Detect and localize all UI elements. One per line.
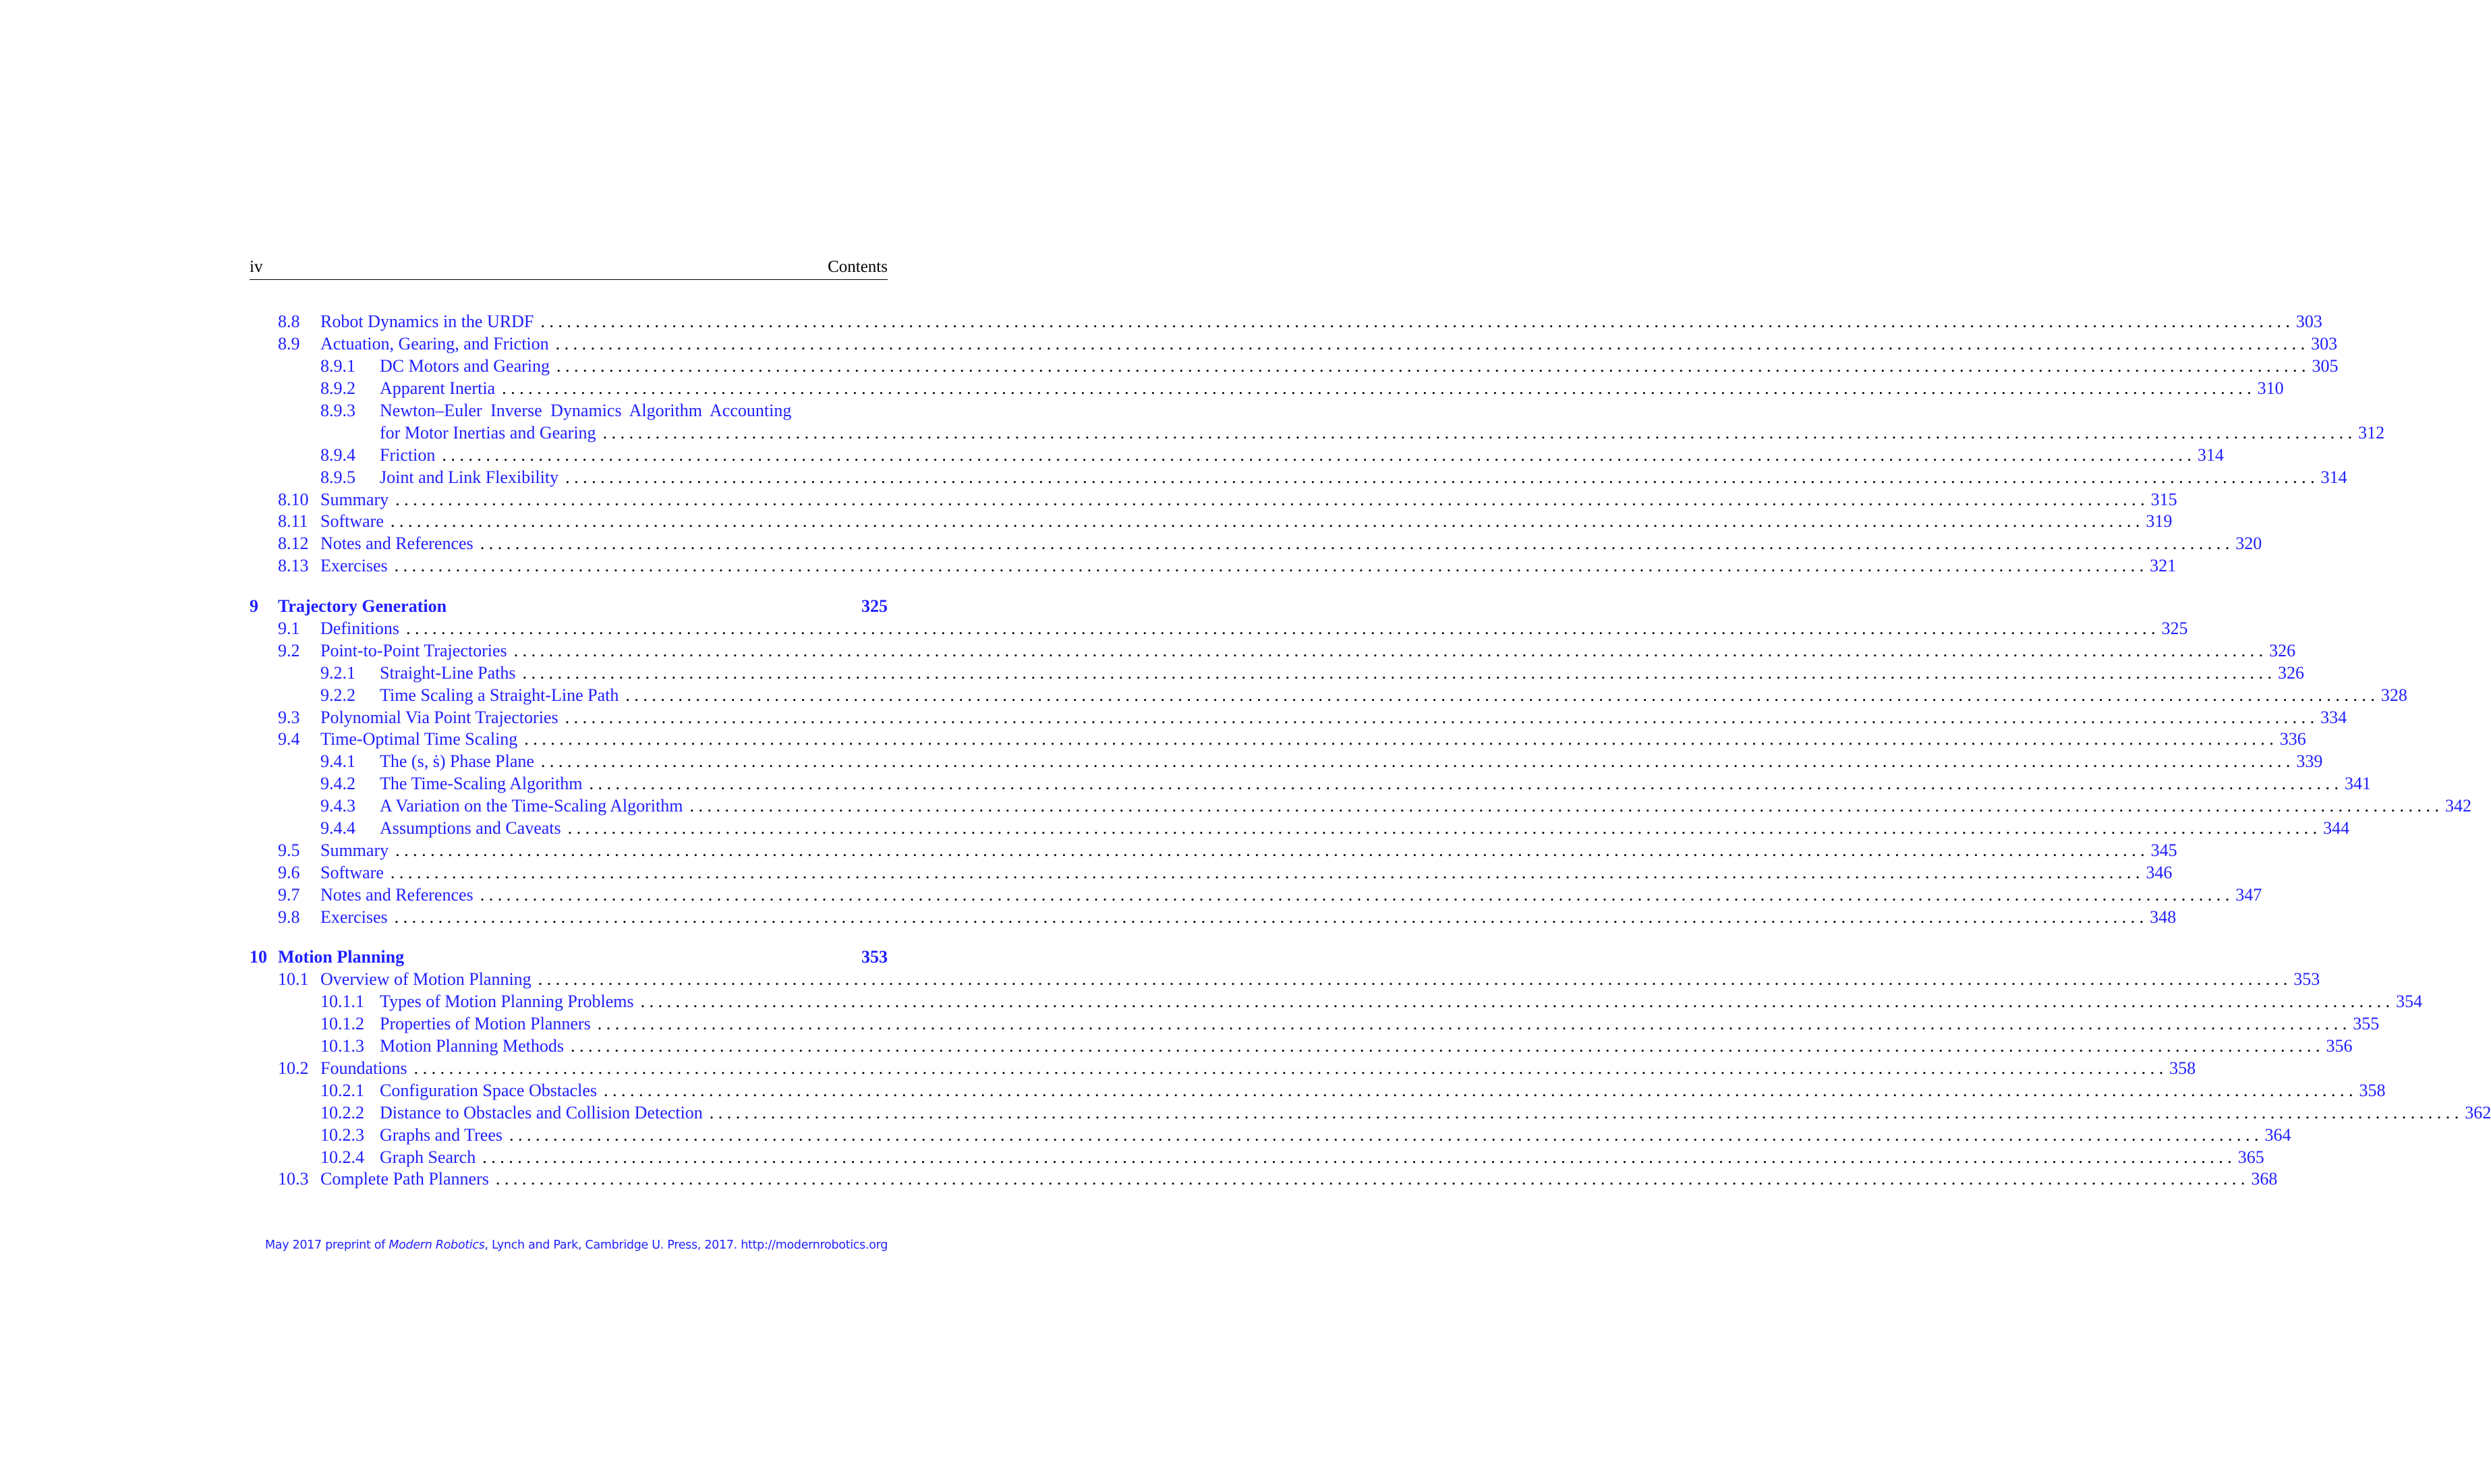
entry-number[interactable]: 9.4.3 (320, 796, 355, 816)
entry-title[interactable]: Assumptions and Caveats (380, 818, 561, 838)
toc-entry[interactable] (250, 969, 2320, 991)
entry-number[interactable]: 9.4.4 (320, 818, 355, 838)
entry-page-number[interactable]: 354 (2396, 992, 2423, 1012)
toc-entry[interactable] (250, 511, 2173, 533)
dot-leader: . . . . . . . . . . . . . . . . . . . . . . . . . . . . . . . . . . . . . . . . . . . . . . . . . . . . . . . . . . . . . . . . . . . . . . . . . . . . . . . . . . . . . . . . . . . . . . . . . . . . . . . . . . . . . . . . . . . . . . . . . . . . . . . . . . . . . . . . . . . . . . . . . . . . . . . . . . . . . . . . . . . . . . . . . . . . . . . . . . . . . . . . . . . . . . . . . . . . . . . . (602, 422, 2353, 443)
entry-title[interactable]: Notes and References (320, 534, 474, 554)
dot-leader: . . . . . . . . . . . . . . . . . . . . . . . . . . . . . . . . . . . . . . . . . . . . . . . . . . . . . . . . . . . . . . . . . . . . . . . . . . . . . . . . . . . . . . . . . . . . . . . . . . . . . . . . . . . . . . . . . . . . . . . . . . . . . . . . . . . . . . . . . . . . . . . . . . . . . . . . . . . . . . . . . . . . . . . . . . . . . . . . . . . . . . . . . . . . . . . . . . . . . . . . (625, 685, 2375, 705)
running-header (250, 252, 888, 280)
entry-title[interactable]: Summary (320, 489, 389, 509)
dot-leader: . . . . . . . . . . . . . . . . . . . . . . . . . . . . . . . . . . . . . . . . . . . . . . . . . . . . . . . . . . . . . . . . . . . . . . . . . . . . . . . . . . . . . . . . . . . . . . . . . . . . . . . . . . . . . . . . . . . . . . . . . . . . . . . . . . . . . . . . . . . . . . . . . . . . . . . . . . . . . . . . . . . . . . . . . . . . . . . . . . . . . . . . . . . . . . . . . . . . . . . . (571, 1036, 2320, 1056)
entry-page-number[interactable]: 303 (2311, 334, 2338, 354)
entry-number[interactable]: 9.8 (278, 907, 300, 927)
entry-number[interactable]: 9.7 (278, 884, 300, 905)
entry-page-number[interactable]: 347 (2235, 884, 2262, 905)
entry-page-number[interactable]: 326 (2277, 662, 2304, 683)
entry-title[interactable]: The (s, ṡ) Phase Plane (380, 751, 534, 772)
entry-number[interactable]: 9.1 (278, 619, 300, 639)
entry-title[interactable]: Configuration Space Obstacles (380, 1080, 598, 1100)
dot-leader: . . . . . . . . . . . . . . . . . . . . . . . . . . . . . . . . . . . . . . . . . . . . . . . . . . . . . . . . . . . . . . . . . . . . . . . . . . . . . . . . . . . . . . . . . . . . . . . . . . . . . . . . . . . . . . . . . . . . . . . . . . . . . . . . . . . . . . . . . . . . . . . . . . . . . . . . . . . . . . . . . . . . . . . . . . . . . . . . . . . . . . . . . . . . . . . . . . . . . . . . (495, 1169, 2245, 1189)
toc-entry[interactable] (250, 378, 2284, 400)
dot-leader: . . . . . . . . . . . . . . . . . . . . . . . . . . . . . . . . . . . . . . . . . . . . . . . . . . . . . . . . . . . . . . . . . . . . . . . . . . . . . . . . . . . . . . . . . . . . . . . . . . . . . . . . . . . . . . . . . . . . . . . . . . . . . . . . . . . . . . . . . . . . . . . . . . . . . . . . . . . . . . . . . . . . . . . . . . . . . . . . . . . . . . . . . . . . . . . . . . . . . . . . (538, 969, 2288, 990)
entry-number[interactable]: 10.2.1 (320, 1080, 364, 1100)
entry-title[interactable]: Summary (320, 840, 389, 860)
entry-page-number[interactable]: 364 (2264, 1124, 2291, 1145)
entry-number[interactable]: 9.6 (278, 862, 300, 882)
entry-number[interactable]: 9.4.1 (320, 751, 355, 772)
entry-title[interactable]: Apparent Inertia (380, 378, 496, 399)
entry-number[interactable]: 10.1.3 (320, 1036, 364, 1056)
entry-number[interactable]: 10.2 (278, 1058, 309, 1078)
toc-entry[interactable] (250, 662, 2304, 684)
entry-title[interactable]: Definitions (320, 619, 399, 639)
entry-page-number[interactable]: 326 (2269, 640, 2296, 660)
entry-number[interactable]: 10.1 (278, 969, 309, 990)
entry-title[interactable]: Exercises (320, 907, 388, 927)
table-of-contents (250, 311, 2491, 1191)
footer-book-title: Modern Robotics (389, 1238, 485, 1252)
entry-title[interactable]: Trajectory Generation (278, 596, 447, 617)
toc-entry[interactable] (250, 729, 2306, 751)
entry-page-number[interactable]: 314 (2320, 467, 2347, 487)
entry-title-continued[interactable]: for Motor Inertias and Gearing (380, 422, 596, 443)
entry-number[interactable]: 9 (250, 596, 258, 617)
entry-number[interactable]: 9.2.2 (320, 685, 355, 705)
entry-page-number[interactable]: 346 (2146, 862, 2173, 882)
dot-leader: . . . . . . . . . . . . . . . . . . . . . . . . . . . . . . . . . . . . . . . . . . . . . . . . . . . . . . . . . . . . . . . . . . . . . . . . . . . . . . . . . . . . . . . . . . . . . . . . . . . . . . . . . . . . . . . . . . . . . . . . . . . . . . . . . . . . . . . . . . . . . . . . . . . . . . . . . . . . . . . . . . . . . . . . . . . . . . . . . . . . . . . . . . . . . . . . . . . . . . . . (394, 907, 2144, 927)
entry-number[interactable]: 10.1.2 (320, 1014, 364, 1034)
toc-entry[interactable] (250, 684, 2407, 706)
entry-number[interactable]: 10.1.1 (320, 992, 364, 1012)
entry-title[interactable]: Types of Motion Planning Problems (380, 992, 634, 1012)
footer-suffix: , Lynch and Park, Cambridge U. Press, 2017. (484, 1238, 741, 1252)
entry-page-number[interactable]: 320 (2235, 534, 2262, 554)
entry-page-number[interactable]: 356 (2326, 1036, 2353, 1056)
entry-number[interactable]: 8.9.3 (320, 401, 355, 420)
toc-entry[interactable] (250, 1035, 2353, 1058)
entry-number[interactable]: 8.12 (278, 534, 309, 554)
dot-leader: . . . . . . . . . . . . . . . . . . . . . . . . . . . . . . . . . . . . . . . . . . . . . . . . . . . . . . . . . . . . . . . . . . . . . . . . . . . . . . . . . . . . . . . . . . . . . . . . . . . . . . . . . . . . . . . . . . . . . . . . . . . . . . . . . . . . . . . . . . . . . . . . . . . . . . . . . . . . . . . . . . . . . . . . . . . . . . . . . . . . . . . . . . . . . . . . . . . . . . . . (567, 818, 2318, 838)
toc-entry-continuation[interactable] (250, 422, 2385, 444)
entry-page-number[interactable]: 310 (2257, 378, 2284, 399)
dot-leader: . . . . . . . . . . . . . . . . . . . . . . . . . . . . . . . . . . . . . . . . . . . . . . . . . . . . . . . . . . . . . . . . . . . . . . . . . . . . . . . . . . . . . . . . . . . . . . . . . . . . . . . . . . . . . . . . . . . . . . . . . . . . . . . . . . . . . . . . . . . . . . . . . . . . . . . . . . . . . . . . . . . . . . . . . . . . . . . . . . . . . . . . . . . . . . . . . . . . . . . . (689, 796, 2439, 816)
dot-leader: . . . . . . . . . . . . . . . . . . . . . . . . . . . . . . . . . . . . . . . . . . . . . . . . . . . . . . . . . . . . . . . . . . . . . . . . . . . . . . . . . . . . . . . . . . . . . . . . . . . . . . . . . . . . . . . . . . . . . . . . . . . . . . . . . . . . . . . . . . . . . . . . . . . . . . . . . . . . . . . . . . . . . . . . . . . . . . . . . . . . . . . . . . . . . . . . . . . . . . . . (555, 334, 2306, 354)
toc-entry[interactable] (250, 488, 2177, 511)
toc-entry[interactable] (250, 618, 2188, 640)
entry-title[interactable]: Motion Planning Methods (380, 1036, 565, 1056)
entry-number[interactable]: 8.8 (278, 312, 300, 332)
dot-leader: . . . . . . . . . . . . . . . . . . . . . . . . . . . . . . . . . . . . . . . . . . . . . . . . . . . . . . . . . . . . . . . . . . . . . . . . . . . . . . . . . . . . . . . . . . . . . . . . . . . . . . . . . . . . . . . . . . . . . . . . . . . . . . . . . . . . . . . . . . . . . . . . . . . . . . . . . . . . . . . . . . . . . . . . . . . . . . . . . . . . . . . . . . . . . . . . . . . . . . . . (395, 840, 2145, 860)
entry-number[interactable]: 10 (250, 947, 267, 967)
entry-page-number[interactable]: 305 (2312, 356, 2339, 376)
toc-entry[interactable] (250, 639, 2296, 662)
toc-entry[interactable] (250, 400, 888, 422)
entry-page-number[interactable]: 325 (2161, 619, 2188, 639)
entry-page-number[interactable]: 315 (2150, 489, 2177, 509)
entry-page-number[interactable]: 321 (2150, 556, 2177, 576)
dot-leader: . . . . . . . . . . . . . . . . . . . . . . . . . . . . . . . . . . . . . . . . . . . . . . . . . . . . . . . . . . . . . . . . . . . . . . . . . . . . . . . . . . . . . . . . . . . . . . . . . . . . . . . . . . . . . . . . . . . . . . . . . . . . . . . . . . . . . . . . . . . . . . . . . . . . . . . . . . . . . . . . . . . . . . . . . . . . . . . . . . . . . . . . . . . . . . . . . . . . . . . . (390, 511, 2140, 532)
entry-number[interactable]: 10.2.4 (320, 1147, 364, 1167)
entry-number[interactable]: 9.3 (278, 707, 300, 727)
entry-page-number[interactable]: 358 (2169, 1058, 2196, 1078)
running-title: Contents (828, 258, 888, 276)
entry-title[interactable]: Polynomial Via Point Trajectories (320, 707, 559, 727)
entry-title[interactable]: A Variation on the Time-Scaling Algorithm (380, 796, 683, 816)
entry-title[interactable]: Actuation, Gearing, and Friction (320, 334, 549, 354)
toc-entry[interactable] (250, 861, 2173, 884)
dot-leader: . . . . . . . . . . . . . . . . . . . . . . . . . . . . . . . . . . . . . . . . . . . . . . . . . . . . . . . . . . . . . . . . . . . . . . . . . . . . . . . . . . . . . . . . . . . . . . . . . . . . . . . . . . . . . . . . . . . . . . . . . . . . . . . . . . . . . . . . . . . . . . . . . . . . . . . . . . . . . . . . . . . . . . . . . . . . . . . . . . . . . . . . . . . . . . . . . . . . . . . . (565, 707, 2315, 727)
entry-number[interactable]: 8.10 (278, 489, 309, 509)
toc-entry[interactable] (250, 1079, 2386, 1102)
toc-entry[interactable] (250, 818, 2350, 840)
entry-page-number[interactable]: 334 (2320, 707, 2347, 727)
entry-number[interactable]: 9.4.2 (320, 774, 355, 794)
entry-number[interactable]: 9.2.1 (320, 662, 355, 683)
entry-title[interactable]: Properties of Motion Planners (380, 1014, 591, 1034)
toc-entry[interactable] (250, 795, 2471, 818)
dot-leader: . . . . . . . . . . . . . . . . . . . . . . . . . . . . . . . . . . . . . . . . . . . . . . . . . . . . . . . . . . . . . . . . . . . . . . . . . . . . . . . . . . . . . . . . . . . . . . . . . . . . . . . . . . . . . . . . . . . . . . . . . . . . . . . . . . . . . . . . . . . . . . . . . . . . . . . . . . . . . . . . . . . . . . . . . . . . . . . . . . . . . . . . . . . . . . . . . . . . . . . . (640, 992, 2390, 1012)
toc-entry[interactable] (250, 1058, 2196, 1080)
toc-entry[interactable] (250, 839, 2177, 861)
entry-number[interactable]: 8.9.4 (320, 445, 355, 465)
toc-chapter-entry[interactable] (250, 946, 888, 969)
entry-title[interactable]: The Time-Scaling Algorithm (380, 774, 583, 794)
toc-entry[interactable] (250, 1102, 2491, 1124)
entry-number[interactable]: 8.9.5 (320, 467, 355, 487)
toc-entry[interactable] (250, 1124, 2291, 1146)
entry-page-number[interactable]: 362 (2465, 1102, 2491, 1122)
entry-page-number[interactable]: 319 (2146, 511, 2173, 532)
dot-leader: . . . . . . . . . . . . . . . . . . . . . . . . . . . . . . . . . . . . . . . . . . . . . . . . . . . . . . . . . . . . . . . . . . . . . . . . . . . . . . . . . . . . . . . . . . . . . . . . . . . . . . . . . . . . . . . . . . . . . . . . . . . . . . . . . . . . . . . . . . . . . . . . . . . . . . . . . . . . . . . . . . . . . . . . . . . . . . . . . . . . . . . . . . . . . . . . . . . . . . . . (395, 489, 2145, 509)
footer-url-link[interactable]: http://modernrobotics.org (741, 1238, 888, 1252)
entry-page-number[interactable]: 303 (2295, 312, 2322, 332)
entry-title[interactable]: Graphs and Trees (380, 1124, 503, 1145)
entry-number[interactable]: 10.3 (278, 1169, 309, 1189)
toc-entry[interactable] (250, 555, 2177, 577)
toc-entry[interactable] (250, 706, 2347, 729)
entry-page-number[interactable]: 353 (2293, 969, 2320, 990)
entry-page-number[interactable]: 344 (2323, 818, 2350, 838)
toc-entry[interactable] (250, 444, 2224, 466)
entry-title[interactable]: Foundations (320, 1058, 407, 1078)
toc-entry[interactable] (250, 751, 2323, 773)
entry-title[interactable]: Point-to-Point Trajectories (320, 640, 507, 660)
entry-page-number[interactable]: 353 (861, 947, 888, 967)
dot-leader: . . . . . . . . . . . . . . . . . . . . . . . . . . . . . . . . . . . . . . . . . . . . . . . . . . . . . . . . . . . . . . . . . . . . . . . . . . . . . . . . . . . . . . . . . . . . . . . . . . . . . . . . . . . . . . . . . . . . . . . . . . . . . . . . . . . . . . . . . . . . . . . . . . . . . . . . . . . . . . . . . . . . . . . . . . . . . . . . . . . . . . . . . . . . . . . . . . . . . . . . (597, 1014, 2347, 1034)
toc-entry[interactable] (250, 991, 2423, 1013)
dot-leader: . . . . . . . . . . . . . . . . . . . . . . . . . . . . . . . . . . . . . . . . . . . . . . . . . . . . . . . . . . . . . . . . . . . . . . . . . . . . . . . . . . . . . . . . . . . . . . . . . . . . . . . . . . . . . . . . . . . . . . . . . . . . . . . . . . . . . . . . . . . . . . . . . . . . . . . . . . . . . . . . . . . . . . . . . . . . . . . . . . . . . . . . . . . . . . . . . . . . . . . . (413, 1058, 2164, 1078)
entry-page-number[interactable]: 339 (2296, 751, 2323, 772)
entry-title[interactable]: Newton–Euler Inverse Dynamics Algorithm Accounting (380, 401, 792, 420)
entry-number[interactable]: 8.9.2 (320, 378, 355, 399)
entry-title[interactable]: Software (320, 862, 384, 882)
entry-title[interactable]: Graph Search (380, 1147, 476, 1167)
entry-page-number[interactable]: 314 (2197, 445, 2224, 465)
entry-page-number[interactable]: 345 (2150, 840, 2177, 860)
dot-leader: . . . . . . . . . . . . . . . . . . . . . . . . . . . . . . . . . . . . . . . . . . . . . . . . . . . . . . . . . . . . . . . . . . . . . . . . . . . . . . . . . . . . . . . . . . . . . . . . . . . . . . . . . . . . . . . . . . . . . . . . . . . . . . . . . . . . . . . . . . . . . . . . . . . . . . . . . . . . . . . . . . . . . . . . . . . . . . . . . . . . . . . . . . . . . . . . . . . . . . . . (540, 312, 2290, 332)
entry-title[interactable]: Exercises (320, 556, 388, 576)
toc-entry[interactable] (250, 1146, 2264, 1168)
entry-number[interactable]: 8.13 (278, 556, 309, 576)
footer (250, 1238, 888, 1252)
dot-leader: . . . . . . . . . . . . . . . . . . . . . . . . . . . . . . . . . . . . . . . . . . . . . . . . . . . . . . . . . . . . . . . . . . . . . . . . . . . . . . . . . . . . . . . . . . . . . . . . . . . . . . . . . . . . . . . . . . . . . . . . . . . . . . . . . . . . . . . . . . . . . . . . . . . . . . . . . . . . . . . . . . . . . . . . . . . . . . . . . . . . . . . . . . . . . . . . . . . . . . . . (394, 556, 2144, 576)
entry-title[interactable]: Software (320, 511, 384, 532)
entry-page-number[interactable]: 365 (2237, 1147, 2264, 1167)
entry-title[interactable]: DC Motors and Gearing (380, 356, 550, 376)
dot-leader: . . . . . . . . . . . . . . . . . . . . . . . . . . . . . . . . . . . . . . . . . . . . . . . . . . . . . . . . . . . . . . . . . . . . . . . . . . . . . . . . . . . . . . . . . . . . . . . . . . . . . . . . . . . . . . . . . . . . . . . . . . . . . . . . . . . . . . . . . . . . . . . . . . . . . . . . . . . . . . . . . . . . . . . . . . . . . . . . . . . . . . . . . . . . . . . . . . . . . . . . (524, 729, 2274, 749)
entry-number[interactable]: 8.9 (278, 334, 300, 354)
dot-leader: . . . . . . . . . . . . . . . . . . . . . . . . . . . . . . . . . . . . . . . . . . . . . . . . . . . . . . . . . . . . . . . . . . . . . . . . . . . . . . . . . . . . . . . . . . . . . . . . . . . . . . . . . . . . . . . . . . . . . . . . . . . . . . . . . . . . . . . . . . . . . . . . . . . . . . . . . . . . . . . . . . . . . . . . . . . . . . . . . . . . . . . . . . . . . . . . . . . . . . . . (480, 884, 2230, 905)
toc-entry[interactable] (250, 1168, 2278, 1191)
entry-page-number[interactable]: 368 (2251, 1169, 2278, 1189)
entry-title[interactable]: Motion Planning (278, 947, 405, 967)
dot-leader: . . . . . . . . . . . . . . . . . . . . . . . . . . . . . . . . . . . . . . . . . . . . . . . . . . . . . . . . . . . . . . . . . . . . . . . . . . . . . . . . . . . . . . . . . . . . . . . . . . . . . . . . . . . . . . . . . . . . . . . . . . . . . . . . . . . . . . . . . . . . . . . . . . . . . . . . . . . . . . . . . . . . . . . . . . . . . . . . . . . . . . . . . . . . . . . . . . . . . . . . (709, 1102, 2459, 1122)
entry-page-number[interactable]: 328 (2380, 685, 2407, 705)
dot-leader: . . . . . . . . . . . . . . . . . . . . . . . . . . . . . . . . . . . . . . . . . . . . . . . . . . . . . . . . . . . . . . . . . . . . . . . . . . . . . . . . . . . . . . . . . . . . . . . . . . . . . . . . . . . . . . . . . . . . . . . . . . . . . . . . . . . . . . . . . . . . . . . . . . . . . . . . . . . . . . . . . . . . . . . . . . . . . . . . . . . . . . . . . . . . . . . . . . . . . . . . (556, 356, 2306, 376)
entry-title[interactable]: Time Scaling a Straight-Line Path (380, 685, 619, 705)
dot-leader: . . . . . . . . . . . . . . . . . . . . . . . . . . . . . . . . . . . . . . . . . . . . . . . . . . . . . . . . . . . . . . . . . . . . . . . . . . . . . . . . . . . . . . . . . . . . . . . . . . . . . . . . . . . . . . . . . . . . . . . . . . . . . . . . . . . . . . . . . . . . . . . . . . . . . . . . . . . . . . . . . . . . . . . . . . . . . . . . . . . . . . . . . . . . . . . . . . . . . . . . (509, 1124, 2259, 1145)
entry-page-number[interactable]: 342 (2444, 796, 2471, 816)
dot-leader: . . . . . . . . . . . . . . . . . . . . . . . . . . . . . . . . . . . . . . . . . . . . . . . . . . . . . . . . . . . . . . . . . . . . . . . . . . . . . . . . . . . . . . . . . . . . . . . . . . . . . . . . . . . . . . . . . . . . . . . . . . . . . . . . . . . . . . . . . . . . . . . . . . . . . . . . . . . . . . . . . . . . . . . . . . . . . . . . . . . . . . . . . . . . . . . . . . . . . . . . (480, 534, 2230, 554)
dot-leader: . . . . . . . . . . . . . . . . . . . . . . . . . . . . . . . . . . . . . . . . . . . . . . . . . . . . . . . . . . . . . . . . . . . . . . . . . . . . . . . . . . . . . . . . . . . . . . . . . . . . . . . . . . . . . . . . . . . . . . . . . . . . . . . . . . . . . . . . . . . . . . . . . . . . . . . . . . . . . . . . . . . . . . . . . . . . . . . . . . . . . . . . . . . . . . . . . . . . . . . . (589, 774, 2339, 794)
dot-leader: . . . . . . . . . . . . . . . . . . . . . . . . . . . . . . . . . . . . . . . . . . . . . . . . . . . . . . . . . . . . . . . . . . . . . . . . . . . . . . . . . . . . . . . . . . . . . . . . . . . . . . . . . . . . . . . . . . . . . . . . . . . . . . . . . . . . . . . . . . . . . . . . . . . . . . . . . . . . . . . . . . . . . . . . . . . . . . . . . . . . . . . . . . . . . . . . . . . . . . . . (604, 1080, 2353, 1100)
dot-leader: . . . . . . . . . . . . . . . . . . . . . . . . . . . . . . . . . . . . . . . . . . . . . . . . . . . . . . . . . . . . . . . . . . . . . . . . . . . . . . . . . . . . . . . . . . . . . . . . . . . . . . . . . . . . . . . . . . . . . . . . . . . . . . . . . . . . . . . . . . . . . . . . . . . . . . . . . . . . . . . . . . . . . . . . . . . . . . . . . . . . . . . . . . . . . . . . . . . . . . . . (522, 662, 2272, 683)
entry-title[interactable]: Joint and Link Flexibility (380, 467, 559, 487)
entry-number[interactable]: 8.9.1 (320, 356, 355, 376)
toc-entry[interactable] (250, 906, 2177, 928)
toc-entry[interactable] (250, 466, 2347, 488)
entry-number[interactable]: 9.5 (278, 840, 300, 860)
toc-entry[interactable] (250, 884, 2262, 906)
entry-title[interactable]: Overview of Motion Planning (320, 969, 532, 990)
footer-prefix: May 2017 preprint of (264, 1238, 389, 1252)
dot-leader: . . . . . . . . . . . . . . . . . . . . . . . . . . . . . . . . . . . . . . . . . . . . . . . . . . . . . . . . . . . . . . . . . . . . . . . . . . . . . . . . . . . . . . . . . . . . . . . . . . . . . . . . . . . . . . . . . . . . . . . . . . . . . . . . . . . . . . . . . . . . . . . . . . . . . . . . . . . . . . . . . . . . . . . . . . . . . . . . . . . . . . . . . . . . . . . . . . . . . . . . (406, 619, 2156, 639)
entry-title[interactable]: Friction (380, 445, 436, 465)
dot-leader: . . . . . . . . . . . . . . . . . . . . . . . . . . . . . . . . . . . . . . . . . . . . . . . . . . . . . . . . . . . . . . . . . . . . . . . . . . . . . . . . . . . . . . . . . . . . . . . . . . . . . . . . . . . . . . . . . . . . . . . . . . . . . . . . . . . . . . . . . . . . . . . . . . . . . . . . . . . . . . . . . . . . . . . . . . . . . . . . . . . . . . . . . . . . . . . . . . . . . . . . (390, 862, 2140, 882)
dot-leader: . . . . . . . . . . . . . . . . . . . . . . . . . . . . . . . . . . . . . . . . . . . . . . . . . . . . . . . . . . . . . . . . . . . . . . . . . . . . . . . . . . . . . . . . . . . . . . . . . . . . . . . . . . . . . . . . . . . . . . . . . . . . . . . . . . . . . . . . . . . . . . . . . . . . . . . . . . . . . . . . . . . . . . . . . . . . . . . . . . . . . . . . . . . . . . . . . . . . . . . . (482, 1147, 2232, 1167)
toc-chapter-entry[interactable] (250, 596, 888, 618)
dot-leader: . . . . . . . . . . . . . . . . . . . . . . . . . . . . . . . . . . . . . . . . . . . . . . . . . . . . . . . . . . . . . . . . . . . . . . . . . . . . . . . . . . . . . . . . . . . . . . . . . . . . . . . . . . . . . . . . . . . . . . . . . . . . . . . . . . . . . . . . . . . . . . . . . . . . . . . . . . . . . . . . . . . . . . . . . . . . . . . . . . . . . . . . . . . . . . . . . . . . . . . . (442, 445, 2192, 465)
toc-entry[interactable] (250, 355, 2339, 378)
toc-entry[interactable] (250, 311, 2322, 333)
page-number: iv (250, 258, 263, 276)
entry-number[interactable]: 8.11 (278, 511, 308, 532)
entry-number[interactable]: 10.2.3 (320, 1124, 364, 1145)
entry-title[interactable]: Straight-Line Paths (380, 662, 516, 683)
entry-title[interactable]: Notes and References (320, 884, 474, 905)
entry-page-number[interactable]: 325 (861, 596, 888, 617)
toc-entry[interactable] (250, 333, 2338, 355)
entry-number[interactable]: 10.2.2 (320, 1102, 364, 1122)
toc-entry[interactable] (250, 773, 2371, 795)
toc-entry[interactable] (250, 533, 2262, 555)
entry-page-number[interactable]: 336 (2279, 729, 2306, 749)
entry-page-number[interactable]: 341 (2344, 774, 2371, 794)
dot-leader: . . . . . . . . . . . . . . . . . . . . . . . . . . . . . . . . . . . . . . . . . . . . . . . . . . . . . . . . . . . . . . . . . . . . . . . . . . . . . . . . . . . . . . . . . . . . . . . . . . . . . . . . . . . . . . . . . . . . . . . . . . . . . . . . . . . . . . . . . . . . . . . . . . . . . . . . . . . . . . . . . . . . . . . . . . . . . . . . . . . . . . . . . . . . . . . . . . . . . . . . (565, 467, 2315, 487)
entry-page-number[interactable]: 358 (2359, 1080, 2386, 1100)
entry-title[interactable]: Complete Path Planners (320, 1169, 489, 1189)
dot-leader: . . . . . . . . . . . . . . . . . . . . . . . . . . . . . . . . . . . . . . . . . . . . . . . . . . . . . . . . . . . . . . . . . . . . . . . . . . . . . . . . . . . . . . . . . . . . . . . . . . . . . . . . . . . . . . . . . . . . . . . . . . . . . . . . . . . . . . . . . . . . . . . . . . . . . . . . . . . . . . . . . . . . . . . . . . . . . . . . . . . . . . . . . . . . . . . . . . . . . . . . (502, 378, 2252, 399)
entry-page-number[interactable]: 355 (2353, 1014, 2380, 1034)
entry-title[interactable]: Robot Dynamics in the URDF (320, 312, 534, 332)
entry-title[interactable]: Time-Optimal Time Scaling (320, 729, 518, 749)
entry-title[interactable]: Distance to Obstacles and Collision Detection (380, 1102, 703, 1122)
entry-page-number[interactable]: 312 (2358, 422, 2385, 443)
entry-number[interactable]: 9.2 (278, 640, 300, 660)
entry-number[interactable]: 9.4 (278, 729, 300, 749)
entry-page-number[interactable]: 348 (2150, 907, 2177, 927)
dot-leader: . . . . . . . . . . . . . . . . . . . . . . . . . . . . . . . . . . . . . . . . . . . . . . . . . . . . . . . . . . . . . . . . . . . . . . . . . . . . . . . . . . . . . . . . . . . . . . . . . . . . . . . . . . . . . . . . . . . . . . . . . . . . . . . . . . . . . . . . . . . . . . . . . . . . . . . . . . . . . . . . . . . . . . . . . . . . . . . . . . . . . . . . . . . . . . . . . . . . . . . . (513, 640, 2264, 660)
dot-leader: . . . . . . . . . . . . . . . . . . . . . . . . . . . . . . . . . . . . . . . . . . . . . . . . . . . . . . . . . . . . . . . . . . . . . . . . . . . . . . . . . . . . . . . . . . . . . . . . . . . . . . . . . . . . . . . . . . . . . . . . . . . . . . . . . . . . . . . . . . . . . . . . . . . . . . . . . . . . . . . . . . . . . . . . . . . . . . . . . . . . . . . . . . . . . . . . . . . . . . . . (540, 751, 2291, 772)
toc-entry[interactable] (250, 1013, 2380, 1035)
